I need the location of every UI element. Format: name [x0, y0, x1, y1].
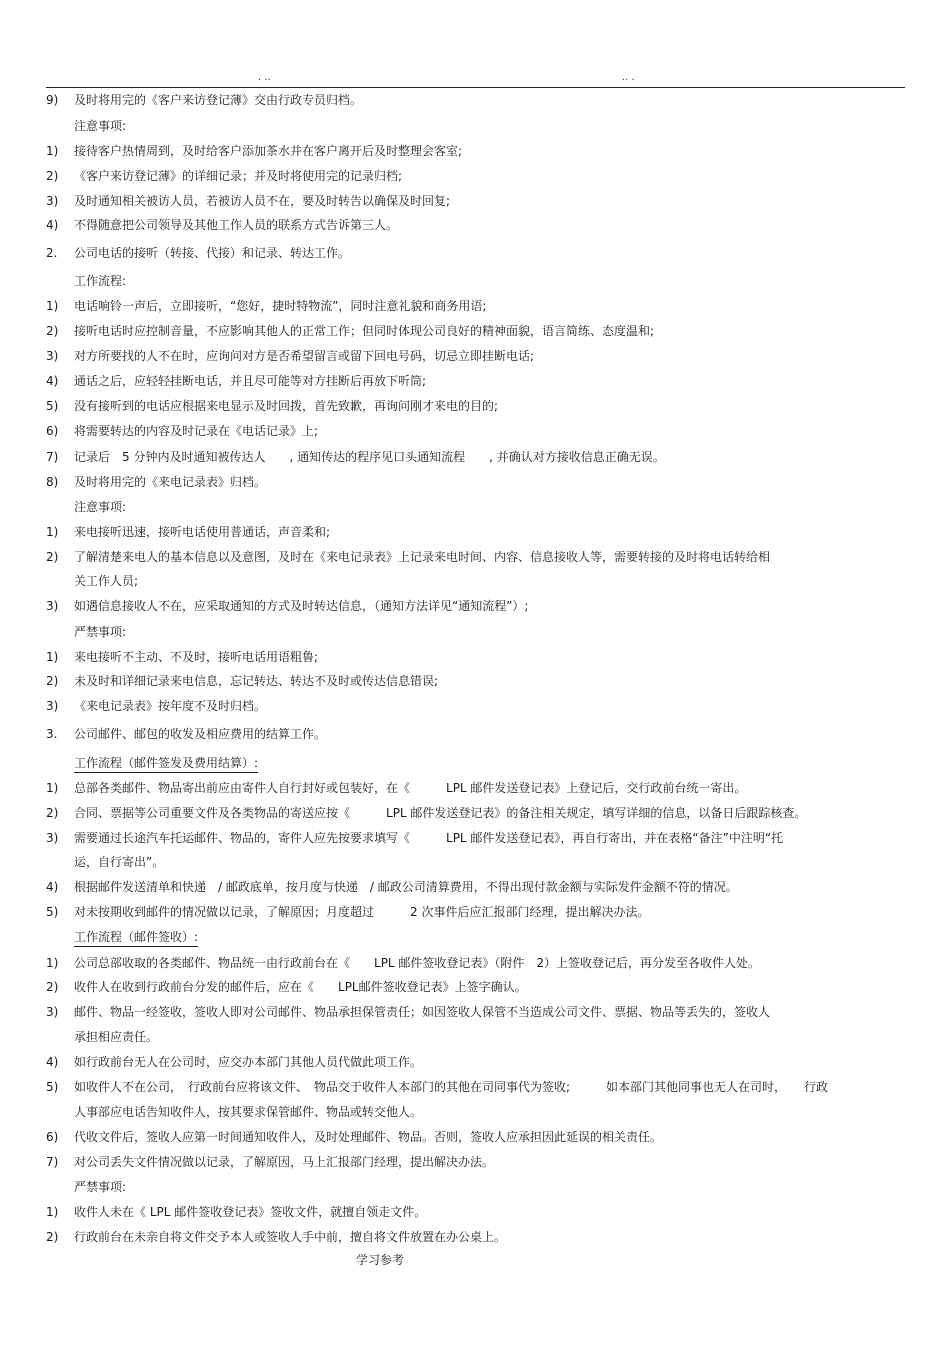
document-line [46, 904, 649, 920]
line-number: 5) [46, 1080, 59, 1094]
document-line [46, 373, 426, 389]
line-text: 对未按期收到邮件的情况做以记录，了解原因；月度超过 2 次事件后应汇报部门经理，提出解决办法。 [74, 905, 650, 919]
line-number: 4) [46, 218, 59, 232]
line-text: 将需要转达的内容及时记录在《电话记录》上; [74, 424, 319, 438]
document-line [46, 92, 362, 108]
line-text: 未及时和详细记录来电信息，忘记转达、转达不及时或传达信息错误; [74, 674, 439, 688]
line-number: 2) [46, 1230, 59, 1244]
line-text: 严禁事项: [74, 1180, 127, 1194]
line-number: 3) [46, 599, 59, 613]
document-line [46, 524, 330, 540]
document-line [46, 1154, 494, 1170]
line-text: 公司邮件、邮包的收发及相应费用的结算工作。 [74, 727, 327, 741]
line-text: 记录后 5 分钟内及时通知被传达人 , 通知传达的程序见口头通知流程 , 并确认对方接收信息正确无误。 [74, 450, 665, 464]
line-text: 工作流程: [74, 274, 127, 288]
line-text: 对方所要找的人不在时，应询问对方是否希望留言或留下回电号码，切忌立即挂断电话; [74, 349, 535, 363]
line-text: 如行政前台无人在公司时，应交办本部门其他人员代做此项工作。 [74, 1055, 423, 1069]
document-line [46, 474, 266, 490]
document-line [46, 118, 126, 134]
line-number: 1) [46, 650, 59, 664]
line-text: 根据邮件发送清单和快递 / 邮政底单，按月度与快递 / 邮政公司清算费用，不得出现付款金额与实际发件金额不符的情况。 [74, 880, 738, 894]
line-text: 注意事项: [74, 119, 127, 133]
line-number: 3) [46, 1005, 59, 1019]
line-number: 2) [46, 674, 59, 688]
line-number: 9) [46, 93, 59, 107]
line-number: 6) [46, 424, 59, 438]
line-text: 代收文件后，签收人应第一时间通知收件人，及时处理邮件、物品。否则，签收人应承担因此延误的相关责任。 [74, 1130, 663, 1144]
line-text: 收件人在收到行政前台分发的邮件后，应在《 LPL邮件签收登记表》上签字确认。 [74, 980, 527, 994]
line-text: 公司总部收取的各类邮件、物品统一由行政前台在《 LPL 邮件签收登记表》（附件 2）上签收登记后，再分发至各收件人处。 [74, 956, 761, 970]
document-line [46, 348, 534, 364]
line-text: 工作流程（邮件签发及费用结算）: [74, 755, 258, 773]
line-number: 5) [46, 905, 59, 919]
line-number: 3) [46, 699, 59, 713]
document-line [46, 168, 402, 184]
document-line [46, 726, 326, 742]
document-line [46, 755, 258, 773]
document-line [46, 1004, 770, 1020]
document-line [46, 805, 806, 821]
line-number: 1) [46, 144, 59, 158]
line-number: 1) [46, 956, 59, 970]
line-number: 3. [46, 727, 58, 741]
line-text: 承担相应责任。 [74, 1030, 159, 1044]
line-number: 4) [46, 1055, 59, 1069]
document-line [46, 598, 528, 614]
line-number: 2) [46, 806, 59, 820]
line-text: 如遇信息接收人不在，应采取通知的方式及时转达信息，（通知方法详见“通知流程”）; [74, 599, 529, 613]
line-text: 行政前台在未亲自将文件交予本人或签收人手中前，擅自将文件放置在办公桌上。 [74, 1230, 507, 1244]
document-line [46, 423, 318, 439]
line-text: 通话之后，应轻轻挂断电话，并且尽可能等对方挂断后再放下听筒; [74, 374, 427, 388]
line-text: 总部各类邮件、物品寄出前应由寄件人自行封好或包装好，在《 LPL 邮件发送登记表》上登记后，交行政前台统一寄出。 [74, 781, 747, 795]
line-text: 需要通过长途汽车托运邮件、物品的，寄件人应先按要求填写《 LPL 邮件发送登记表》，再自行寄出，并在表格“备注”中注明“托 [74, 831, 784, 845]
line-number: 1) [46, 525, 59, 539]
header-dots-left: . .. [258, 72, 271, 83]
line-number: 2. [46, 246, 58, 260]
document-line [46, 979, 527, 995]
line-number: 1) [46, 299, 59, 313]
line-number: 3) [46, 194, 59, 208]
document-line [46, 1054, 422, 1070]
document-line [46, 1129, 662, 1145]
line-text: 了解清楚来电人的基本信息以及意图，及时在《来电记录表》上记录来电时间、内容、信息接收人等，需要转接的及时将电话转给相 [74, 550, 771, 564]
line-text: 电话响铃一声后，立即接听，“您好，捷时特物流”，同时注意礼貌和商务用语; [74, 299, 487, 313]
document-line [46, 1229, 506, 1245]
line-text: 如收件人不在公司， 行政前台应将该文件、 物品交于收件人本部门的其他在司同事代为签收; 如本部门其他同事也无人在司时， 行政 [74, 1080, 829, 1094]
line-text: 收件人未在《 LPL 邮件签收登记表》签收文件，就擅自领走文件。 [74, 1205, 427, 1219]
line-text: 合同、票据等公司重要文件及各类物品的寄送应按《 LPL 邮件发送登记表》的备注相关规定，填写详细的信息，以备日后跟踪核查。 [74, 806, 807, 820]
document-line [46, 449, 665, 465]
document-line [46, 1179, 126, 1195]
line-text: 工作流程（邮件签收）: [74, 929, 198, 947]
header-rule [46, 87, 905, 88]
line-number: 4) [46, 880, 59, 894]
line-text: 《来电记录表》按年度不及时归档。 [74, 699, 267, 713]
line-number: 2) [46, 169, 59, 183]
line-text: 来电接听迅速，接听电话使用普通话，声音柔和; [74, 525, 331, 539]
line-number: 4) [46, 374, 59, 388]
document-line [46, 929, 198, 947]
line-number: 8) [46, 475, 59, 489]
line-number: 7) [46, 1155, 59, 1169]
document-line [46, 624, 126, 640]
document-line [46, 298, 486, 314]
document-line [46, 1079, 828, 1095]
line-text: 关工作人员; [74, 574, 139, 588]
line-text: 注意事项: [74, 500, 127, 514]
line-text: 运，自行寄出”。 [74, 855, 165, 869]
line-text: 不得随意把公司领导及其他工作人员的联系方式告诉第三人。 [74, 218, 399, 232]
line-number: 7) [46, 450, 59, 464]
line-text: 公司电话的接听（转接、代接）和记录、转达工作。 [74, 246, 351, 260]
line-text: 对公司丢失文件情况做以记录，了解原因，马上汇报部门经理，提出解决办法。 [74, 1155, 495, 1169]
document-line [46, 398, 498, 414]
line-number: 2) [46, 324, 59, 338]
line-text: 来电接听不主动、不及时，接听电话用语粗鲁; [74, 650, 319, 664]
document-line [74, 573, 138, 589]
document-line [46, 245, 350, 261]
line-number: 1) [46, 781, 59, 795]
document-line [46, 780, 746, 796]
page-header [0, 72, 950, 84]
line-text: 人事部应电话告知收件人，按其要求保管邮件、物品或转交他人。 [74, 1105, 423, 1119]
document-line [46, 830, 783, 846]
document-line [46, 879, 738, 895]
line-number: 3) [46, 349, 59, 363]
document-line [46, 193, 450, 209]
header-dots-right: .. . [622, 72, 635, 83]
line-text: 邮件、物品一经签收，签收人即对公司邮件、物品承担保管责任；如因签收人保管不当造成公司文件、票据、物品等丢失的，签收人 [74, 1005, 771, 1019]
document-line [74, 1029, 158, 1045]
line-number: 1) [46, 1205, 59, 1219]
document-line [46, 673, 438, 689]
document-line [46, 323, 654, 339]
document-line [46, 649, 318, 665]
line-number: 5) [46, 399, 59, 413]
line-number: 3) [46, 831, 59, 845]
line-text: 及时将用完的《客户来访登记薄》交由行政专员归档。 [74, 93, 363, 107]
document-line [46, 549, 770, 565]
document-line [46, 273, 126, 289]
line-number: 2) [46, 550, 59, 564]
line-text: 及时将用完的《来电记录表》归档。 [74, 475, 267, 489]
line-number: 2) [46, 980, 59, 994]
document-line [46, 143, 462, 159]
line-text: 没有接听到的电话应根据来电显示及时回拨，首先致歉，再询问刚才来电的目的; [74, 399, 499, 413]
document-line [46, 499, 126, 515]
line-text: 及时通知相关被访人员，若被访人员不在，要及时转告以确保及时回复; [74, 194, 451, 208]
page-footer: 学习参考 [356, 1253, 405, 1267]
line-number: 6) [46, 1130, 59, 1144]
line-text: 接听电话时应控制音量，不应影响其他人的正常工作；但同时体现公司良好的精神面貌，语言简练、态度温和; [74, 324, 655, 338]
line-text: 严禁事项: [74, 625, 127, 639]
document-line [46, 1204, 426, 1220]
line-text: 《客户来访登记薄》的详细记录；并及时将使用完的记录归档; [74, 169, 403, 183]
document-line [74, 854, 164, 870]
document-line [46, 698, 266, 714]
document-line [46, 217, 398, 233]
document-line [74, 1104, 422, 1120]
line-text: 接待客户热情周到，及时给客户添加茶水并在客户离开后及时整理会客室; [74, 144, 463, 158]
document-line [46, 955, 760, 971]
